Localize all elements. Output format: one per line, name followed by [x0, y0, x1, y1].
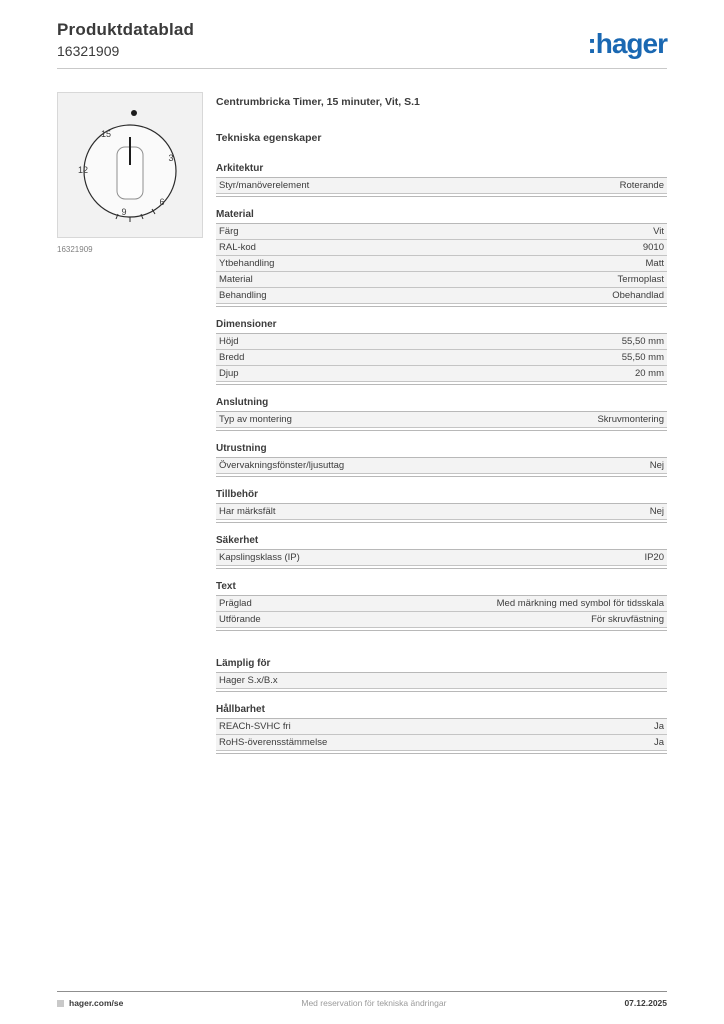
spec-row — [216, 366, 667, 382]
spec-section — [216, 655, 667, 692]
spec-value: Ja — [653, 721, 664, 732]
spec-section-title: Text — [216, 578, 667, 596]
spec-row — [216, 504, 667, 520]
spec-label: Övervakningsfönster/ljusuttag — [219, 460, 345, 471]
spec-value: 9010 — [642, 242, 664, 253]
spec-section — [216, 160, 667, 197]
spec-section — [216, 206, 667, 307]
spec-row — [216, 334, 667, 350]
spec-value: Matt — [645, 258, 664, 269]
spec-value: 55,50 mm — [621, 336, 664, 347]
spec-label: Utförande — [219, 614, 261, 625]
spec-label: Behandling — [219, 290, 267, 301]
spec-label: Typ av montering — [219, 414, 292, 425]
footer-site-label[interactable]: hager.com/se — [69, 998, 124, 1008]
spec-value: För skruvfästning — [591, 614, 664, 625]
spec-label: Styr/manöverelement — [219, 180, 310, 191]
dial-number-3: 3 — [168, 153, 174, 163]
dial-number-6: 6 — [159, 197, 165, 207]
spec-value: Nej — [649, 506, 664, 517]
footer-date: 07.12.2025 — [624, 998, 667, 1008]
spec-row — [216, 412, 667, 428]
spec-row — [216, 224, 667, 240]
specs-heading: Tekniska egenskaper — [216, 132, 322, 144]
spec-section-title: Hållbarhet — [216, 701, 667, 719]
product-image — [57, 92, 203, 238]
spec-value: 55,50 mm — [621, 352, 664, 363]
image-caption: 16321909 — [57, 245, 93, 254]
content-column — [216, 96, 667, 763]
spec-row — [216, 612, 667, 628]
spec-row — [216, 256, 667, 272]
spec-section-title: Material — [216, 206, 667, 224]
spec-section — [216, 578, 667, 631]
spec-section-title: Säkerhet — [216, 532, 667, 550]
spec-label: Kapslingsklass (IP) — [219, 552, 300, 563]
spec-section — [216, 394, 667, 431]
page-header — [57, 20, 667, 59]
spec-section — [216, 440, 667, 477]
hager-logo: :hager — [587, 28, 667, 59]
spec-value: 20 mm — [634, 368, 664, 379]
spec-label: Präglad — [219, 598, 252, 609]
spec-label: Har märksfält — [219, 506, 276, 517]
spec-row — [216, 673, 667, 689]
spec-label: Färg — [219, 226, 239, 237]
spec-label: RoHS-överensstämmelse — [219, 737, 328, 748]
spec-value: Skruvmontering — [597, 414, 664, 425]
spec-label: Hager S.x/B.x — [219, 675, 278, 686]
spec-value: Med märkning med symbol för tidsskala — [496, 598, 664, 609]
spec-label: Ytbehandling — [219, 258, 275, 269]
dial-number-12: 12 — [77, 165, 89, 175]
footer-divider — [57, 991, 667, 992]
dial-number-15: 15 — [100, 129, 112, 139]
spec-row — [216, 735, 667, 751]
dial-number-9: 9 — [121, 207, 127, 217]
spec-value: Ja — [653, 737, 664, 748]
spec-row — [216, 719, 667, 735]
spec-section-title: Anslutning — [216, 394, 667, 412]
square-bullet-icon — [57, 1000, 64, 1007]
spec-section — [216, 316, 667, 385]
spec-value: Termoplast — [617, 274, 664, 285]
spec-row — [216, 240, 667, 256]
spec-value: Obehandlad — [612, 290, 664, 301]
spec-row — [216, 272, 667, 288]
spec-sections — [216, 160, 667, 754]
header-divider — [57, 68, 667, 69]
spec-row — [216, 550, 667, 566]
spec-row — [216, 596, 667, 612]
product-number: 16321909 — [57, 43, 120, 59]
spec-label: Material — [219, 274, 253, 285]
spec-section — [216, 532, 667, 569]
spec-row — [216, 350, 667, 366]
page-title: Produktdatablad — [57, 20, 195, 39]
spec-label: Djup — [219, 368, 239, 379]
spec-row — [216, 288, 667, 304]
spec-section-title: Lämplig för — [216, 655, 667, 673]
spec-section-title: Dimensioner — [216, 316, 667, 334]
spec-row — [216, 458, 667, 474]
spec-section-title: Utrustning — [216, 440, 667, 458]
timer-dial-illustration — [58, 93, 202, 237]
spec-value: Vit — [653, 226, 664, 237]
spec-section — [216, 701, 667, 754]
spec-value: Nej — [649, 460, 664, 471]
footer-disclaimer: Med reservation för tekniska ändringar — [301, 998, 447, 1008]
dial-indicator-dot — [131, 110, 137, 116]
footer-site[interactable] — [57, 998, 123, 1008]
spec-section-title: Tillbehör — [216, 486, 667, 504]
spec-label: Höjd — [219, 336, 239, 347]
product-title: Centrumbricka Timer, 15 minuter, Vit, S.1 — [216, 96, 420, 108]
spec-row — [216, 178, 667, 194]
spec-section — [216, 486, 667, 523]
page-footer — [57, 998, 667, 1008]
spec-label: Bredd — [219, 352, 245, 363]
spec-label: RAL-kod — [219, 242, 256, 253]
spec-value: Roterande — [619, 180, 664, 191]
spec-label: REACh-SVHC fri — [219, 721, 291, 732]
spec-section-title: Arkitektur — [216, 160, 667, 178]
spec-value: IP20 — [644, 552, 664, 563]
